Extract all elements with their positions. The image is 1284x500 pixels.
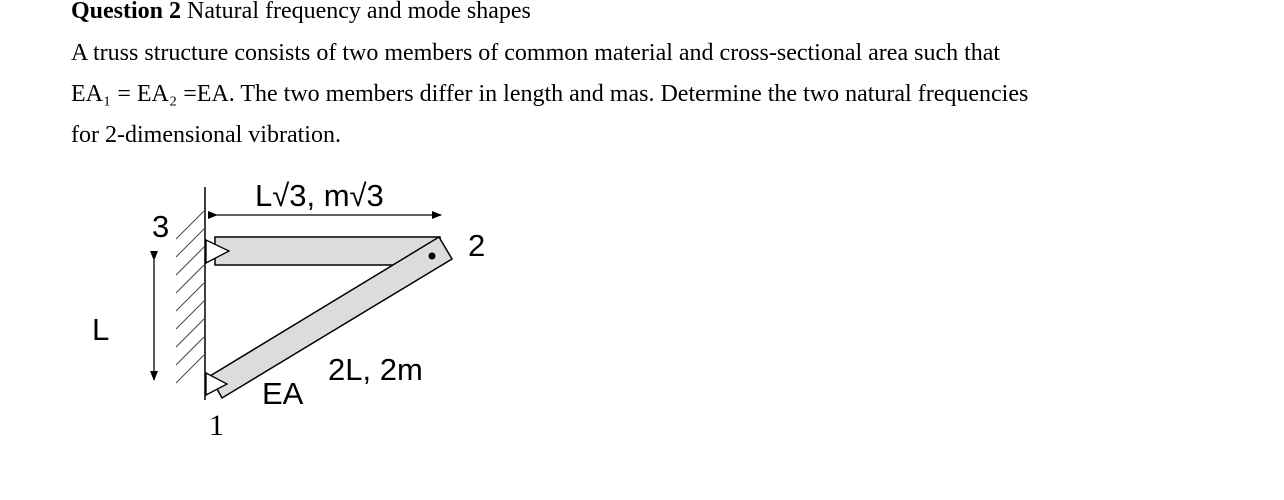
question-body-line-2: EA₁ = EA₂ =EA. The two members differ in length and mas. Determine the two natural frequencies [71, 81, 1029, 107]
top-member-label: L√3, m√3 [255, 178, 384, 213]
question-body-line-1: A truss structure consists of two members of common material and cross-sectional area such that [71, 40, 1001, 66]
node-2-label: 2 [468, 228, 486, 263]
height-label: L [92, 312, 110, 347]
stiffness-label: EA [262, 376, 304, 411]
node-3-label: 3 [152, 209, 170, 244]
question-title-text: Natural frequency and mode shapes [187, 0, 531, 24]
wall-hatching [176, 211, 204, 383]
node-1-label: 1 [209, 409, 224, 442]
diagonal-member-label: 2L, 2m [328, 352, 423, 387]
joint-node-2 [429, 253, 436, 260]
question-number: Question 2 [71, 0, 182, 24]
question-body-line-3: for 2-dimensional vibration. [71, 122, 341, 148]
